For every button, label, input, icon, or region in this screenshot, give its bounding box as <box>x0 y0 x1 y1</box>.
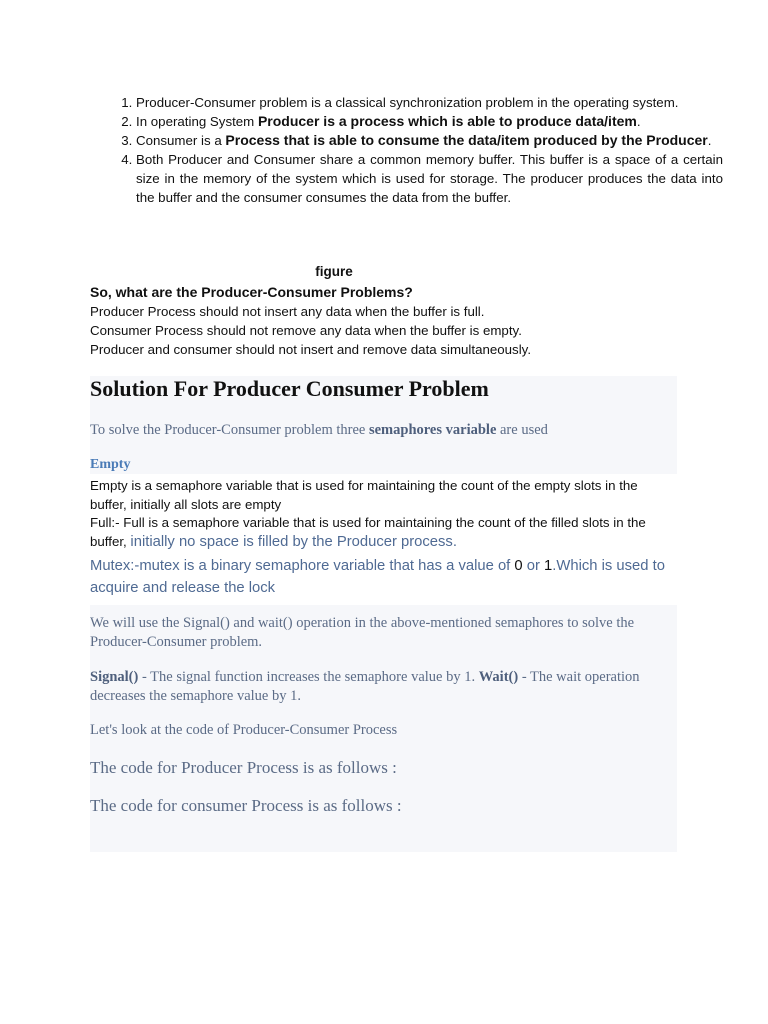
list-item <box>136 150 723 207</box>
list-item-tail: . <box>707 133 712 148</box>
list-item <box>136 131 723 150</box>
mutex-description <box>90 555 680 599</box>
list-item-bold: Producer is a process which is able to produce data/item <box>257 113 637 129</box>
signal-wait-definitions <box>90 668 677 706</box>
mutex-text: Mutex:-mutex is a binary semaphore variable that has a value of <box>90 558 515 574</box>
solution-title: Solution For Producer Consumer Problem <box>90 376 489 401</box>
list-item-text: Consumer is a <box>136 133 226 148</box>
problem-line: Consumer Process should not remove any data when the buffer is empty. <box>90 323 522 338</box>
solution-intro-text: To solve the Producer-Consumer problem three <box>90 422 369 438</box>
mutex-or: or <box>522 558 545 574</box>
wait-desc: - The wait operation decreases the semaphore value by 1. <box>90 669 640 704</box>
mutex-tail: .Which is used to acquire and release the lock <box>90 558 665 596</box>
solution-intro-tail: are used <box>496 422 548 438</box>
empty-description: Empty is a semaphore variable that is used for maintaining the count of the empty slots in the buffer, initially all slots are empty <box>90 478 638 512</box>
problem-line: Producer Process should not insert any data when the buffer is full. <box>90 304 485 319</box>
list-item-text: Both Producer and Consumer share a common memory buffer. This buffer is a space of a certain size in the memory of the system which is used for storage. The producer produces the data into the buffer and the consumer consumes the data from the buffer. <box>136 152 723 205</box>
full-description-tail: initially no space is filled by the Producer process. <box>130 533 457 550</box>
problems-section <box>90 283 680 359</box>
solution-intro-bold: semaphores variable <box>368 422 497 438</box>
look-at-code: Let's look at the code of Producer-Consumer Process <box>90 722 398 738</box>
full-description <box>90 514 677 551</box>
consumer-code-heading: The code for consumer Process is as follows : <box>90 796 402 815</box>
producer-code-heading: The code for Producer Process is as follows : <box>90 758 397 777</box>
figure-caption: figure <box>315 264 353 279</box>
problems-question: So, what are the Producer-Consumer Problems? <box>90 284 413 300</box>
mutex-zero: 0 <box>514 558 523 574</box>
list-item-tail: . <box>636 114 641 129</box>
list-item-bold: Process that is able to consume the data/item produced by the Producer <box>225 132 708 148</box>
intro-list <box>90 93 723 207</box>
list-item-text: Producer-Consumer problem is a classical synchronization problem in the operating system. <box>136 95 679 110</box>
list-item-text: In operating System <box>136 114 258 129</box>
wait-label: Wait() <box>478 669 519 685</box>
signal-desc: - The signal function increases the semaphore value by 1. <box>138 669 479 685</box>
solution-intro <box>90 421 677 440</box>
full-description-text: Full:- Full is a semaphore variable that is used for maintaining the count of the filled slots in the buffer, <box>90 515 646 549</box>
problem-line: Producer and consumer should not insert and remove data simultaneously. <box>90 342 532 357</box>
list-item <box>136 93 723 112</box>
list-item <box>136 112 723 131</box>
mutex-one: 1 <box>544 558 553 574</box>
signal-label: Signal() <box>90 669 139 685</box>
empty-heading: Empty <box>90 457 131 472</box>
signal-wait-intro: We will use the Signal() and wait() operation in the above-mentioned semaphores to solve the Producer-Consumer problem. <box>90 615 635 650</box>
